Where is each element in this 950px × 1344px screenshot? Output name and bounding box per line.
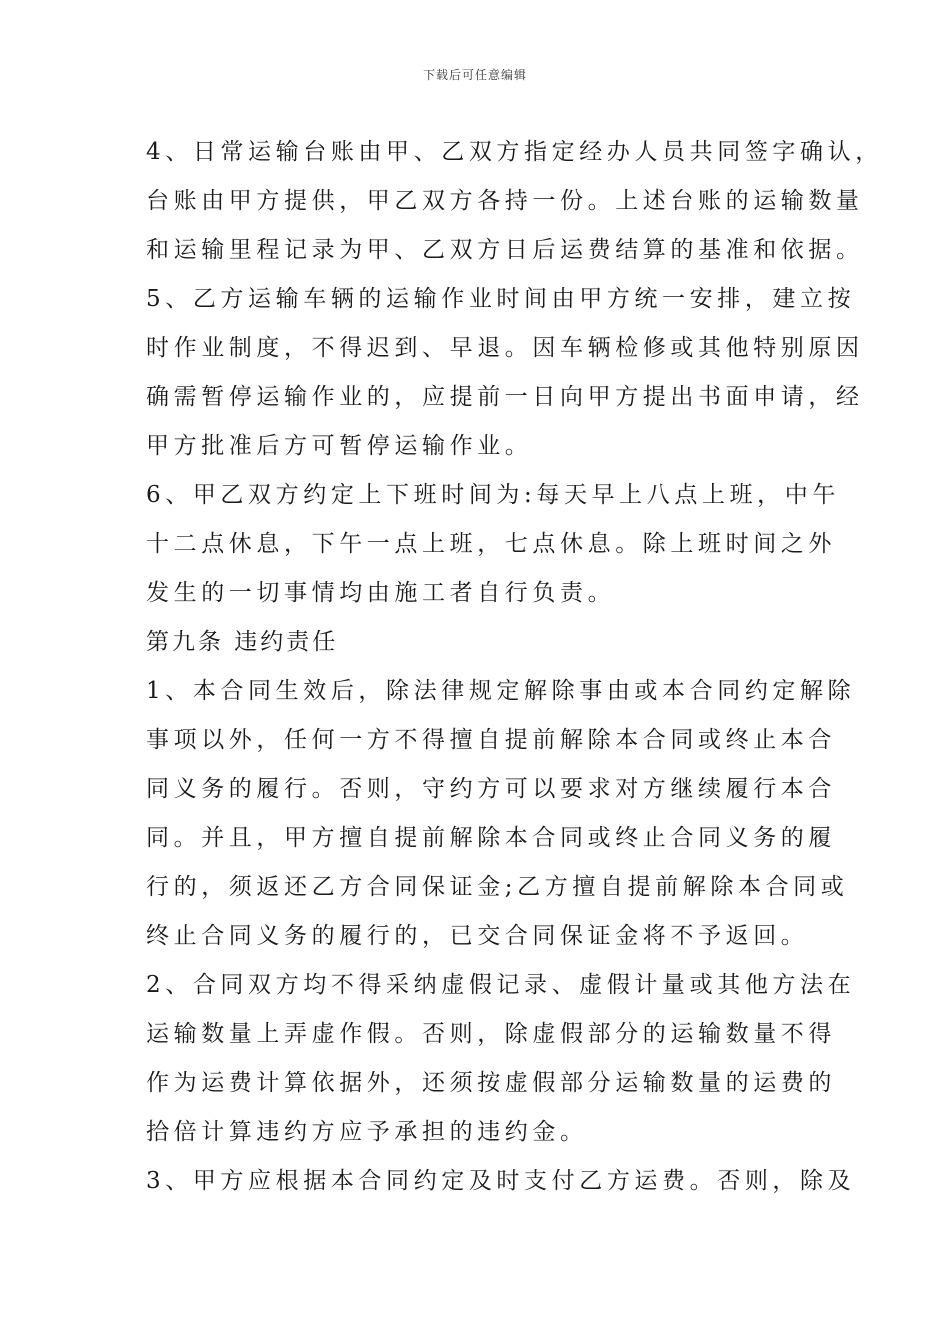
page-header: 下载后可任意编辑 <box>422 68 527 82</box>
text-line: 运输数量上弄虚作假。否则，除虚假部分的运输数量不得 <box>146 1021 836 1047</box>
text-line: 5、乙方运输车辆的运输作业时间由甲方统一安排，建立按 <box>146 286 856 312</box>
text-line: 确需暂停运输作业的，应提前一日向甲方提出书面申请，经 <box>146 384 864 410</box>
text-line: 拾倍计算违约方应予承担的违约金。 <box>146 1119 588 1145</box>
text-line: 3、甲方应根据本合同约定及时支付乙方运费。否则，除及 <box>146 1168 856 1194</box>
text-line: 发生的一切事情均由施工者自行负责。 <box>146 580 616 606</box>
text-line: 同义务的履行。否则，守约方可以要求对方继续履行本合 <box>146 776 836 802</box>
text-line: 作为运费计算依据外，还须按虚假部分运输数量的运费的 <box>146 1070 836 1096</box>
text-line: 同。并且，甲方擅自提前解除本合同或终止合同义务的履 <box>146 825 836 851</box>
document-body <box>146 128 883 1206</box>
text-line: 4、日常运输台账由甲、乙双方指定经办人员共同签字确认， <box>146 139 883 165</box>
text-line: 终止合同义务的履行的，已交合同保证金将不予返回。 <box>146 923 809 949</box>
text-line: 事项以外，任何一方不得擅自提前解除本合同或终止本合 <box>146 727 836 753</box>
section-heading: 第九条 违约责任 <box>146 629 339 655</box>
text-line: 时作业制度，不得迟到、早退。因车辆检修或其他特别原因 <box>146 335 864 361</box>
text-line: 1、本合同生效后，除法律规定解除事由或本合同约定解除 <box>146 678 856 704</box>
text-line: 2、合同双方均不得采纳虚假记录、虚假计量或其他方法在 <box>146 972 856 998</box>
text-line: 6、甲乙双方约定上下班时间为:每天早上八点上班，中午 <box>146 482 840 508</box>
text-line: 和运输里程记录为甲、乙双方日后运费结算的基准和依据。 <box>146 237 864 263</box>
text-line: 十二点休息，下午一点上班，七点休息。除上班时间之外 <box>146 531 836 557</box>
text-line: 台账由甲方提供，甲乙双方各持一份。上述台账的运输数量 <box>146 188 864 214</box>
text-line: 行的，须返还乙方合同保证金;乙方擅自提前解除本合同或 <box>146 874 849 900</box>
text-line: 甲方批准后方可暂停运输作业。 <box>146 433 533 459</box>
